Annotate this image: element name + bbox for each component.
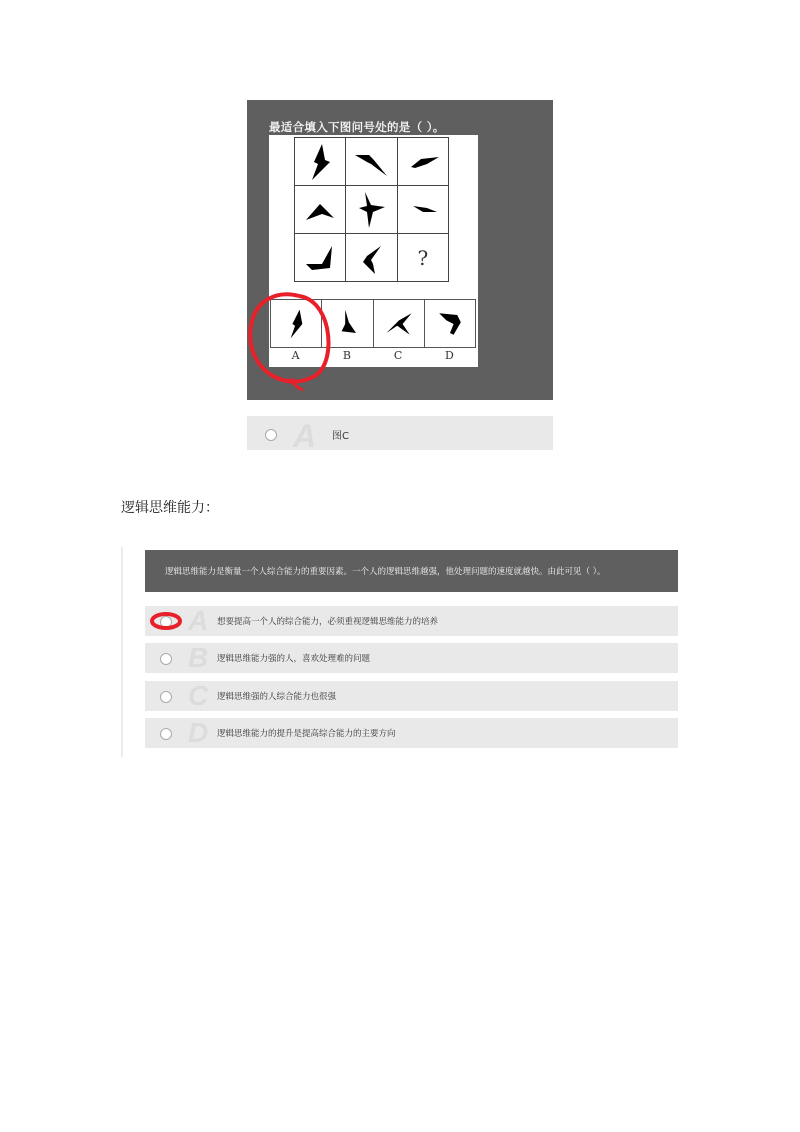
grid-cell	[346, 234, 397, 282]
choice-letter: A	[293, 418, 317, 454]
puzzle-shape-icon	[381, 306, 417, 342]
question-mark: ?	[417, 245, 429, 270]
question1-screenshot	[247, 100, 553, 454]
puzzle-shape-icon	[351, 238, 391, 278]
option-figure-a	[271, 300, 322, 348]
question2-screenshot	[121, 547, 678, 757]
grid-cell	[398, 186, 449, 234]
puzzle-shape-icon	[351, 142, 391, 182]
question1-title: 最适合填入下图问号处的是（ ）。	[269, 120, 445, 134]
grid-cell	[295, 234, 346, 282]
option-figure-b	[322, 300, 373, 348]
radio-icon[interactable]	[160, 653, 172, 665]
question2-prompt-bar	[145, 550, 678, 592]
choice-text: 逻辑思维能力强的人，喜欢处理难的问题	[217, 654, 371, 664]
choice-d[interactable]	[145, 718, 678, 748]
choice-text: 逻辑思维强的人综合能力也很强	[217, 692, 337, 702]
figure-grid	[294, 137, 449, 282]
puzzle-shape-icon	[300, 142, 340, 182]
divider	[121, 547, 123, 757]
puzzle-shape-icon	[300, 238, 340, 278]
puzzle-shape-icon	[300, 190, 340, 230]
grid-cell	[346, 186, 397, 234]
figure-panel	[269, 135, 478, 367]
choice-text: 想要提高一个人的综合能力，必须重视逻辑思维能力的培养	[217, 617, 439, 627]
option-figure-c	[374, 300, 425, 348]
question1-panel	[247, 100, 553, 400]
puzzle-shape-icon	[329, 306, 365, 342]
question2-prompt: 逻辑思维能力是衡量一个人综合能力的重要因素。一个人的逻辑思维越强，他处理问题的速度就越快。由此可见（ ）。	[165, 567, 606, 577]
puzzle-shape-icon	[278, 306, 314, 342]
option-figures	[270, 299, 476, 348]
grid-cell	[295, 186, 346, 234]
grid-cell	[398, 138, 449, 186]
choice-c[interactable]	[145, 681, 678, 711]
option-labels	[270, 349, 475, 362]
grid-cell	[346, 138, 397, 186]
answer-choice[interactable]	[247, 416, 553, 454]
choice-letter: C	[188, 680, 209, 711]
choice-b[interactable]	[145, 643, 678, 673]
section-heading: 逻辑思维能力：	[121, 500, 219, 516]
radio-icon[interactable]	[160, 728, 172, 740]
answer-text: 图C	[332, 431, 349, 442]
puzzle-shape-icon	[432, 306, 468, 342]
puzzle-shape-icon	[351, 190, 391, 230]
choice-letter: B	[188, 642, 209, 673]
option-label: B	[342, 349, 351, 362]
radio-icon[interactable]	[265, 429, 277, 441]
option-label: D	[444, 349, 454, 362]
choice-a[interactable]	[145, 606, 678, 636]
puzzle-shape-icon	[403, 142, 443, 182]
option-label: A	[291, 349, 300, 362]
radio-icon[interactable]	[160, 616, 172, 628]
choice-text: 逻辑思维能力的提升是提高综合能力的主要方向	[217, 729, 396, 739]
grid-cell-question	[398, 234, 449, 282]
grid-cell	[295, 138, 346, 186]
choice-letter: D	[188, 717, 209, 748]
choice-letter: A	[188, 605, 209, 636]
puzzle-shape-icon	[403, 190, 443, 230]
option-label: C	[393, 349, 403, 362]
radio-icon[interactable]	[160, 691, 172, 703]
option-figure-d	[425, 300, 476, 348]
